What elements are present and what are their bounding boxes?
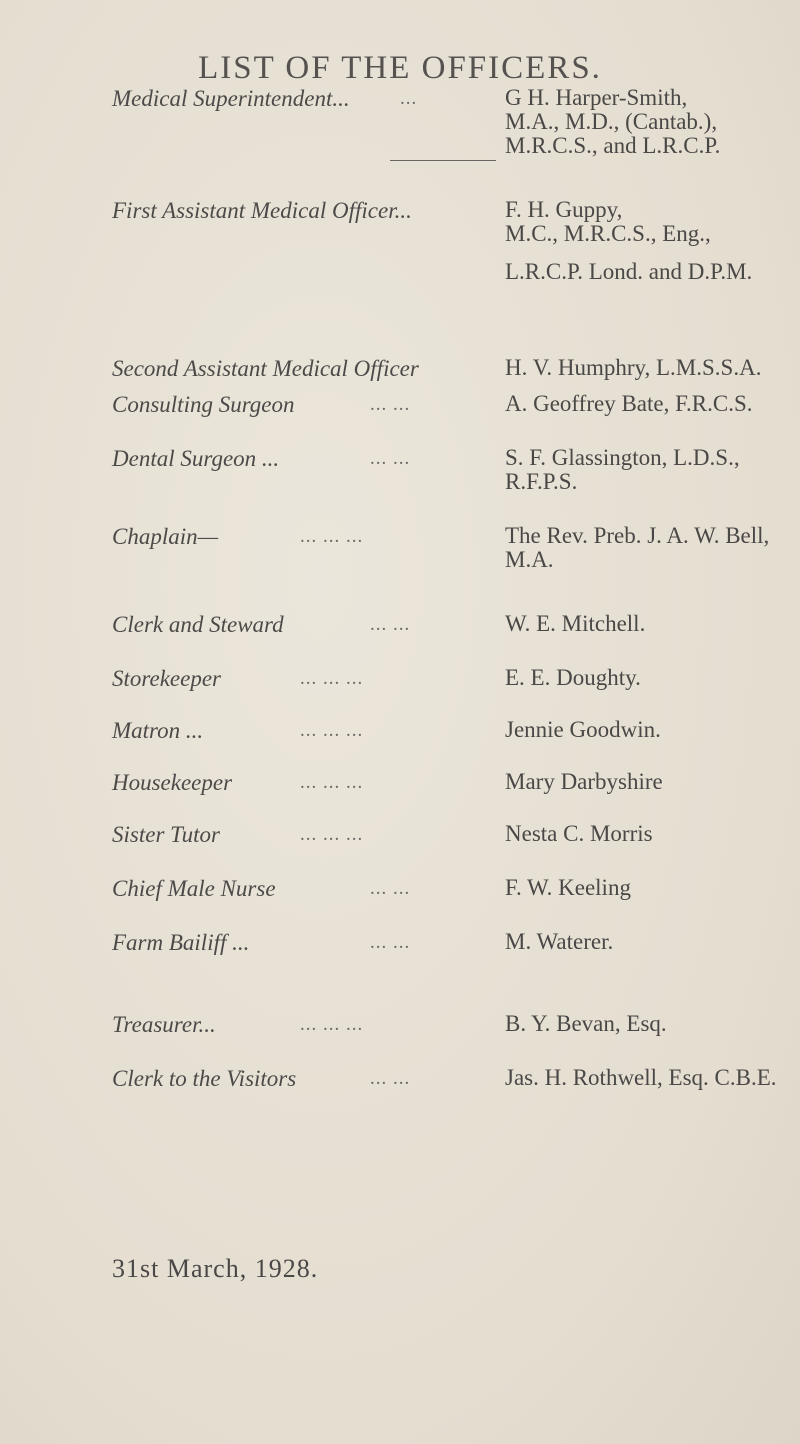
officer-name-line: M.A. <box>505 547 554 572</box>
officer-name <box>505 718 795 742</box>
officer-role: Medical Superintendent... <box>112 86 350 111</box>
leader-dots: ... ... ... <box>300 720 364 741</box>
officer-name-line: Jas. H. Rothwell, Esq. C.B.E. <box>505 1065 777 1090</box>
officer-name-line: M.R.C.S., and L.R.C.P. <box>505 133 721 158</box>
officer-name-line <box>505 246 795 260</box>
officer-role: Consulting Surgeon <box>112 392 295 417</box>
leader-dots: ... ... ... <box>300 526 364 547</box>
officer-name-line: R.F.P.S. <box>505 469 578 494</box>
officer-name <box>505 86 795 158</box>
officer-role: Second Assistant Medical Officer <box>112 356 419 381</box>
officer-name <box>505 876 795 900</box>
officer-name-line: F. H. Guppy, <box>505 197 623 222</box>
officer-name <box>505 1012 795 1036</box>
officer-role: Clerk to the Visitors <box>112 1066 297 1091</box>
officer-name-line: A. Geoffrey Bate, F.R.C.S. <box>505 391 753 416</box>
officer-name-line: B. Y. Bevan, Esq. <box>505 1011 667 1036</box>
leader-dots: ... ... ... <box>300 1014 364 1035</box>
leader-dots: ... <box>400 88 418 109</box>
leader-dots: ... ... ... <box>300 824 364 845</box>
officer-name-line: S. F. Glassington, L.D.S., <box>505 445 740 470</box>
officer-role: Chief Male Nurse <box>112 876 276 901</box>
officer-name-line: W. E. Mitchell. <box>505 611 646 636</box>
officer-role: Housekeeper <box>112 770 233 795</box>
leader-dots: ... ... <box>370 1068 411 1089</box>
officer-role: Farm Bailiff ... <box>112 930 250 955</box>
officer-name-line: Mary Darbyshire <box>505 769 663 794</box>
officer-name-line: F. W. Keeling <box>505 875 631 900</box>
officer-name-line: Nesta C. Morris <box>505 821 653 846</box>
officer-name <box>505 770 795 794</box>
officer-name <box>505 446 795 494</box>
officer-role: Storekeeper <box>112 666 221 691</box>
officer-name-line: H. V. Humphry, L.M.S.S.A. <box>505 355 762 380</box>
officer-role: Treasurer... <box>112 1012 216 1037</box>
officer-name <box>505 822 795 846</box>
officer-name-line: E. E. Doughty. <box>505 665 641 690</box>
officer-name <box>505 524 795 572</box>
leader-dots: ... ... <box>370 614 411 635</box>
document-date: 31st March, 1928. <box>112 1254 319 1283</box>
leader-dots: ... ... <box>370 394 411 415</box>
officer-name-line: L.R.C.P. Lond. and D.P.M. <box>505 259 753 284</box>
officer-role: Dental Surgeon ... <box>112 446 280 471</box>
leader-dots: ... ... <box>370 448 411 469</box>
officer-name-line: G H. Harper-Smith, <box>505 85 688 110</box>
leader-dots: ... ... ... <box>300 668 364 689</box>
leader-dots: ... ... <box>370 878 411 899</box>
officer-role: First Assistant Medical Officer... <box>112 198 412 223</box>
officer-name-line: M. Waterer. <box>505 929 614 954</box>
leader-dots: ... ... <box>370 932 411 953</box>
officer-name <box>505 356 795 380</box>
officer-name <box>505 930 795 954</box>
officer-name <box>505 198 795 284</box>
title-rule <box>390 160 496 161</box>
officer-role: Matron ... <box>112 718 204 743</box>
officer-name <box>505 612 795 636</box>
officer-name-line: Jennie Goodwin. <box>505 717 661 742</box>
officer-role: Chaplain— <box>112 524 219 549</box>
page-title: LIST OF THE OFFICERS. <box>198 50 602 86</box>
officer-role: Clerk and Steward <box>112 612 284 637</box>
officer-name-line: M.C., M.R.C.S., Eng., <box>505 221 711 246</box>
leader-dots: ... ... ... <box>300 772 364 793</box>
officer-name <box>505 666 795 690</box>
officer-name-line: M.A., M.D., (Cantab.), <box>505 109 718 134</box>
officer-name-line: The Rev. Preb. J. A. W. Bell, <box>505 523 770 548</box>
officer-role: Sister Tutor <box>112 822 221 847</box>
officer-name <box>505 1066 795 1090</box>
officer-name <box>505 392 795 416</box>
